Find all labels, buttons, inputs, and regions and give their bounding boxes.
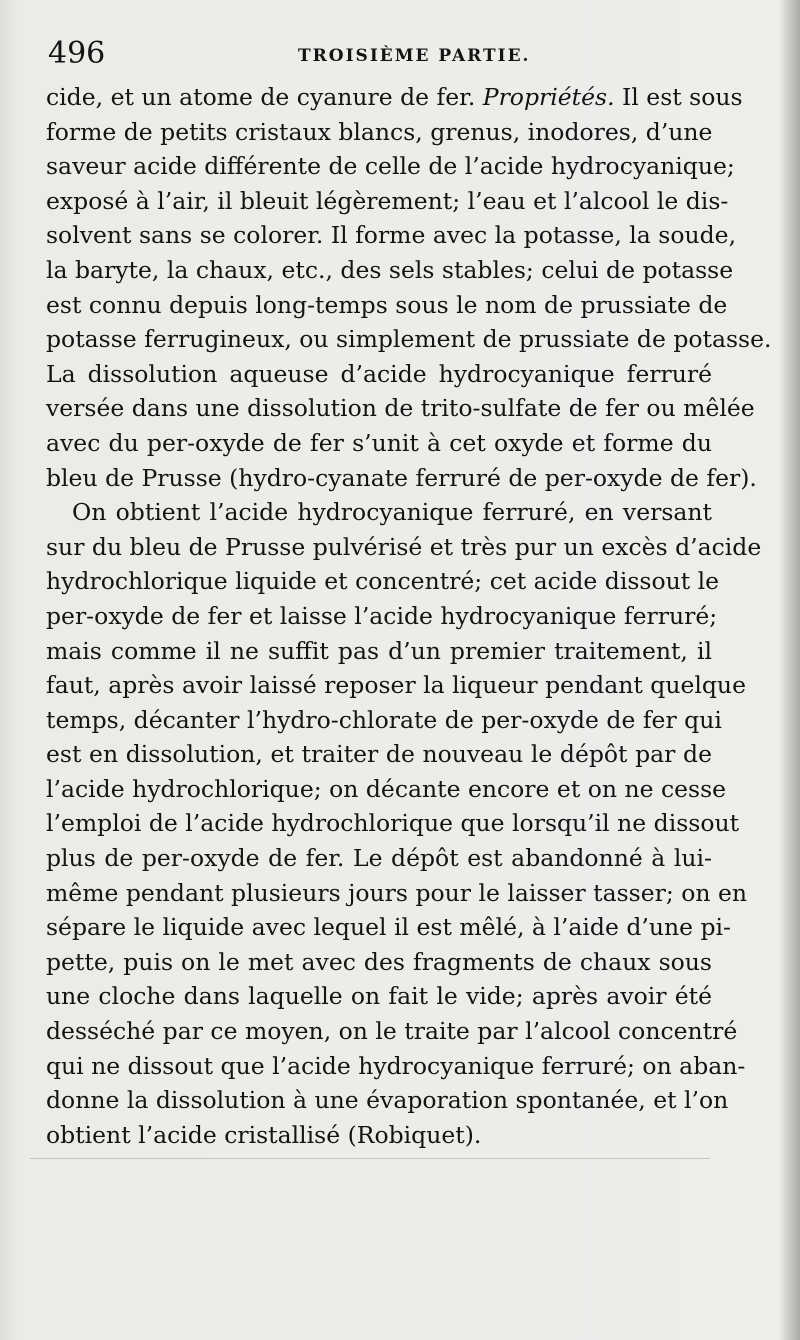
text-line: bleu de Prusse (hydro-cyanate ferruré de per-oxyde de fer). <box>46 463 757 492</box>
text-line: pette, puis on le met avec des fragments de chaux sous <box>46 947 712 976</box>
text-line: solvent sans se colorer. Il forme avec la potasse, la soude, <box>46 221 737 250</box>
body-text <box>46 80 772 1152</box>
text-line: desséché par ce moyen, on le traite par l’alcool concentré <box>46 1017 738 1046</box>
text-line: est en dissolution, et traiter de nouveau le dépôt par de <box>46 740 712 769</box>
text-line: obtient l’acide cristallisé (Robiquet). <box>46 1120 482 1149</box>
bleed-through-rule <box>30 1158 710 1159</box>
text-line: mais comme il ne suffit pas d’un premier traitement, il <box>46 636 712 665</box>
text-line: avec du per-oxyde de fer s’unit à cet oxyde et forme du <box>46 428 712 457</box>
text-line: versée dans une dissolution de trito-sulfate de fer ou mêlée <box>46 394 755 423</box>
text-line: l’acide hydrochlorique; on décante encore et on ne cesse <box>46 774 727 803</box>
text-line: temps, décanter l’hydro-chlorate de per-oxyde de fer qui <box>46 705 722 734</box>
text-line: plus de per-oxyde de fer. Le dépôt est abandonné à lui- <box>46 844 712 873</box>
text-line: donne la dissolution à une évaporation spontanée, et l’on <box>46 1086 729 1115</box>
running-head: TROISIÈME PARTIE. <box>298 46 531 66</box>
text-line: même pendant plusieurs jours pour le laisser tasser; on en <box>46 878 748 907</box>
text-line: faut, après avoir laissé reposer la liqueur pendant quelque <box>46 671 746 700</box>
spine-shadow <box>778 0 800 1340</box>
text-line: exposé à l’air, il bleuit légèrement; l’eau et l’alcool le dis- <box>46 186 729 215</box>
text-line: sur du bleu de Prusse pulvérisé et très pur un excès d’acide <box>46 532 762 561</box>
text-line: saveur acide différente de celle de l’acide hydrocyanique; <box>46 152 735 181</box>
text-line: cide, et un atome de cyanure de fer. Propriétés. Il est sous <box>46 83 743 111</box>
text-line: la baryte, la chaux, etc., des sels stables; celui de potasse <box>46 255 734 284</box>
text-line: est connu depuis long-temps sous le nom de prussiate de <box>46 290 728 319</box>
page-header <box>48 34 708 74</box>
text-line: potasse ferrugineux, ou simplement de prussiate de potasse. <box>46 325 772 354</box>
text-line: l’emploi de l’acide hydrochlorique que lorsqu’il ne dissout <box>46 809 740 838</box>
text-line: On obtient l’acide hydrocyanique ferruré, en versant <box>72 498 712 527</box>
text-line: sépare le liquide avec lequel il est mêlé, à l’aide d’une pi- <box>46 913 731 942</box>
italic-term: Propriétés. <box>482 83 615 111</box>
page-number: 496 <box>48 36 106 71</box>
text-line: qui ne dissout que l’acide hydrocyanique ferruré; on aban- <box>46 1051 746 1080</box>
text-line: hydrochlorique liquide et concentré; cet acide dissout le <box>46 567 720 596</box>
text-line: une cloche dans laquelle on fait le vide; après avoir été <box>46 982 712 1011</box>
text-line: La dissolution aqueuse d’acide hydrocyanique ferruré <box>46 359 712 388</box>
text-line: per-oxyde de fer et laisse l’acide hydrocyanique ferruré; <box>46 601 718 630</box>
text-line: forme de petits cristaux blancs, grenus, inodores, d’une <box>46 117 713 146</box>
